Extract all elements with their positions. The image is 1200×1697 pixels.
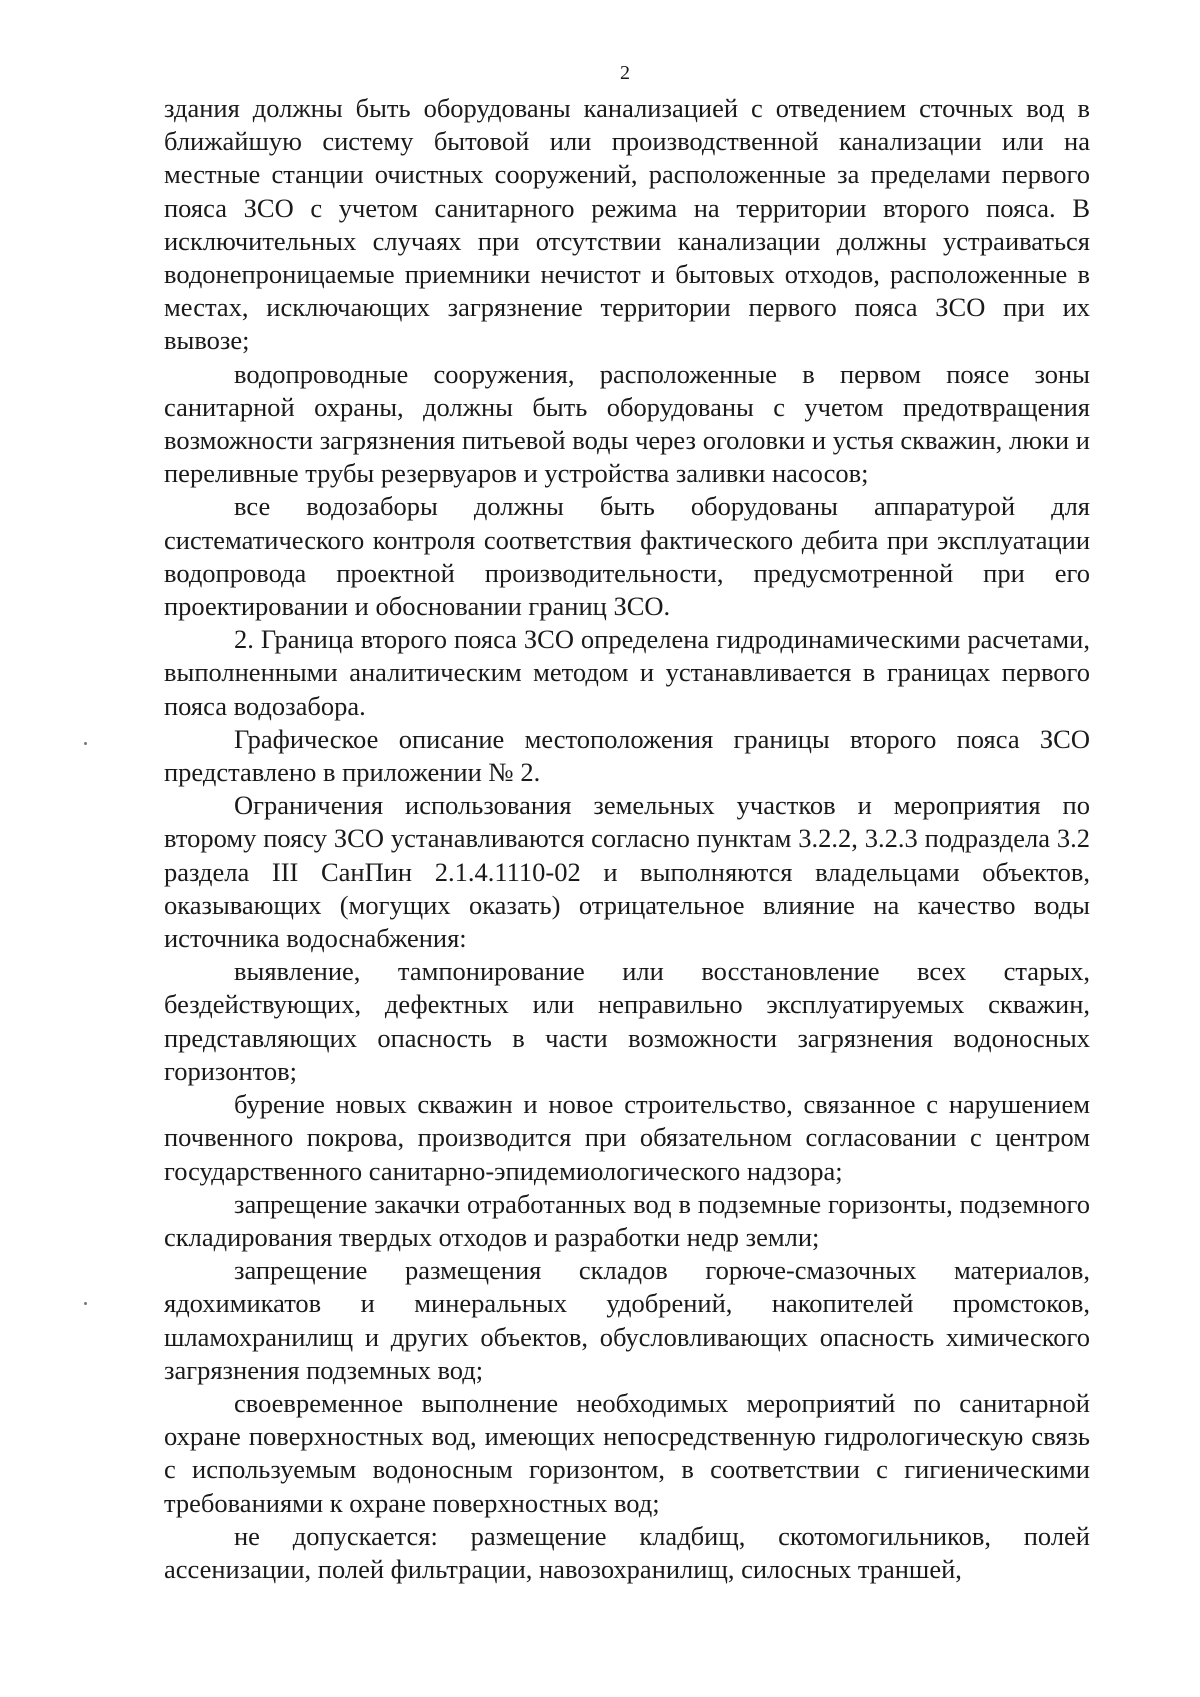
paragraph-graphic-description: Графическое описание местоположения границы второго пояса ЗСО представлено в приложении № 2. (164, 723, 1090, 788)
paragraph-intakes-equipment: все водозаборы должны быть оборудованы аппаратурой для систематического контроля соответствия фактического дебита при эксплуатации водопровода проектной производительности, предусмотренной при его проектировании и обосновании границ ЗСО. (164, 491, 1090, 622)
paragraph-surface-water-protection: своевременное выполнение необходимых мероприятий по санитарной охране поверхностных вод, имеющих непосредственную гидрологическую связь с используемым водоносным горизонтом, в соответствии с гигиеническими требованиями к охране поверхностных вод; (164, 1387, 1090, 1518)
document-body (164, 92, 1090, 1586)
paragraph-land-use-restrictions: Ограничения использования земельных участков и мероприятия по второму поясу ЗСО устанавливаются согласно пунктам 3.2.2, 3.2.3 подраздела 3.2 раздела III СанПин 2.1.4.1110-02 и выполняются владельцами объектов, оказывающих (могущих оказать) отрицательное влияние на качество воды источника водоснабжения: (164, 790, 1090, 954)
paragraph-wells-plugging: выявление, тампонирование или восстановление всех старых, бездействующих, дефектных или неправильно эксплуатируемых скважин, представляющих опасность в части возможности загрязнения водоносных горизонтов; (164, 956, 1090, 1086)
paragraph-second-belt-boundary: 2. Граница второго пояса ЗСО определена гидродинамическими расчетами, выполненными аналитическим методом и устанавливается в границах первого пояса водозабора. (164, 624, 1090, 721)
paragraph-not-allowed: не допускается: размещение кладбищ, скотомогильников, полей ассенизации, полей фильтрации, навозохранилищ, силосных траншей, (164, 1520, 1090, 1584)
paragraph-continuation: здания должны быть оборудованы канализацией с отведением сточных вод в ближайшую систему бытовой или производственной канализации или на местные станции очистных сооружений, расположенные за пределами первого пояса ЗСО с учетом санитарного режима на территории второго пояса. В исключительных случаях при отсутствии канализации должны устраиваться водонепроницаемые приемники нечистот и бытовых отходов, расположенные в местах, исключающих загрязнение территории первого пояса ЗСО при их вывозе; (164, 93, 1090, 356)
scan-margin-mark (84, 1302, 87, 1305)
page-number: 2 (620, 62, 630, 84)
scan-margin-mark (84, 742, 87, 745)
paragraph-drilling-construction: бурение новых скважин и новое строительство, связанное с нарушением почвенного покрова, производится при обязательном согласовании с центром государственного санитарно-эпидемиологического надзора; (164, 1089, 1090, 1186)
paragraph-water-facilities: водопроводные сооружения, расположенные в первом поясе зоны санитарной охраны, должны быть оборудованы с учетом предотвращения возможности загрязнения питьевой воды через оголовки и устья скважин, люки и переливные трубы резервуаров и устройства заливки насосов; (164, 358, 1090, 489)
paragraph-injection-ban: запрещение закачки отработанных вод в подземные горизонты, подземного складирования твердых отходов и разработки недр земли; (164, 1188, 1090, 1252)
paragraph-storage-ban: запрещение размещения складов горюче-смазочных материалов, ядохимикатов и минеральных удобрений, накопителей промстоков, шламохранилищ и других объектов, обусловливающих опасность химического загрязнения подземных вод; (164, 1255, 1090, 1385)
